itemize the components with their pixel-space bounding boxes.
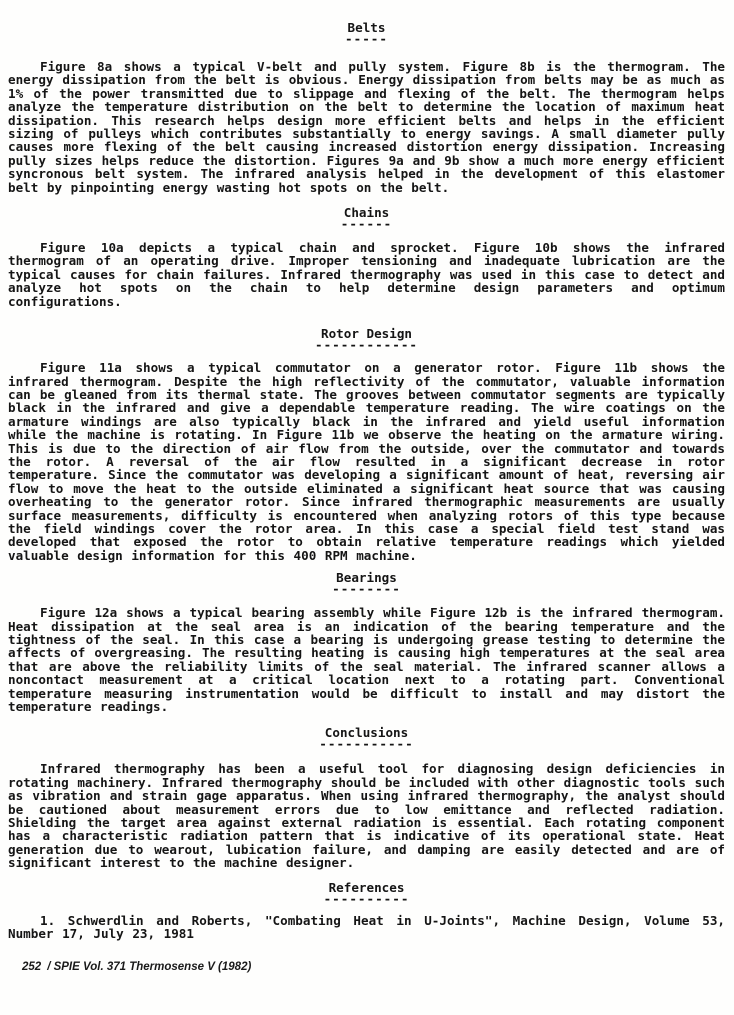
section-conclusions	[8, 726, 725, 869]
section-heading: References	[328, 879, 405, 895]
section-rotor-design	[8, 327, 725, 562]
section-belts	[8, 21, 725, 194]
footer-citation: / SPIE Vol. 371 Thermosense V (1982)	[47, 961, 252, 973]
section-heading: Chains	[343, 205, 390, 221]
heading-underline: ------	[340, 216, 393, 232]
paragraph: Figure 8a shows a typical V-belt and pully system. Figure 8b is the thermogram. The energy dissipation from the belt is obvious. Energy dissipation from belts may be as much as 1% of the power transmitted due to slippage and flexing of the belt. The thermogram helps analyze the temperature distribution on the belt to determine the location of maximum heat dissipation. This research helps design more efficient belts and helps in the efficient sizing of pulleys which contributes substantially to energy savings. A small diameter pully causes more flexing of the belt causing increased distortion energy dissipation. Increasing pully sizes helps reduce the distortion. Figures 9a and 9b show a much more energy efficient syncronous belt system. The infrared analysis helped in the development of this elastomer belt by pinpointing energy wasting hot spots on the belt.	[8, 59, 725, 195]
section-heading: Conclusions	[324, 725, 409, 741]
section-heading: Belts	[347, 20, 386, 35]
paragraph: Figure 10a depicts a typical chain and sprocket. Figure 10b shows the infrared thermogram of an operating drive. Improper tensioning and inadequate lubrication are the typical causes for chain failures. Infrared thermography was used in this case to detect and analyze hot spots on the chain to help determine design parameters and optimum configurations.	[8, 240, 725, 309]
section-chains	[8, 206, 725, 308]
section-heading: Rotor Design	[321, 326, 412, 342]
page-number: 252	[22, 961, 42, 973]
paragraph: Figure 12a shows a typical bearing assembly while Figure 12b is the infrared thermogram. Heat dissipation at the seal area is an indication of the bearing temperature and the tightness of the seal. In this case a bearing is undergoing grease testing to determine the affects of overgreasing. The resulting heating is causing high temperatures at the seal area that are above the reliability limits of the seal material. The infrared scanner allows a noncontact measurement at a critical location next to a rotating part. Conventional temperature measuring instrumentation would be difficult to install and may distort the temperature readings.	[8, 605, 725, 715]
heading-underline: -----------	[319, 736, 414, 752]
paragraph: Figure 11a shows a typical commutator on a generator rotor. Figure 11b shows the infrared thermogram. Despite the high reflectivity of the commutator, valuable information can be gleaned from its thermal state. The grooves between commutator segments are typically black in the infrared and give a dependable temperature reading. The wire coatings on the armature windings are also typically black in the infrared and yield useful information while the machine is rotating. In Figure 11b we observe the heating on the armature wiring. This is due to the direction of air flow from the outside, over the commutator and towards the rotor. A reversal of the air flow resulted in a significant decrease in rotor temperature. Since the commutator was developing a significant amount of heat, reversing air flow to move the heat to the outside eliminated a significant heat source that was causing overheating to the generator rotor. Since infrared thermographic measurements are usually surface measurements, difficulty is encountered when analyzing rotors of this type because the field windings cover the rotor area. In this case a special field test stand was developed that exposed the rotor to obtain relative temperature readings which yielded valuable design information for this 400 RPM machine.	[8, 360, 725, 563]
paragraph: Infrared thermography has been a useful tool for diagnosing design deficiencies in rotating machinery. Infrared thermography should be included with other diagnostic tools such as vibration and strain gage apparatus. When using infrared thermography, the analyst should be cautioned about measurement errors due to low emittance and reflected radiation. Shielding the target area against external radiation is essential. Each rotating component has a characteristic radiation pattern that is indicative of its operational state. Heat generation due to wearout, lubication failure, and damping are easily detected and are of significant interest to the machine designer.	[8, 761, 725, 871]
section-heading: Bearings	[336, 570, 397, 586]
heading-underline: -----	[345, 31, 388, 46]
section-references	[8, 881, 725, 941]
heading-underline: --------	[332, 581, 401, 597]
section-bearings	[8, 571, 725, 713]
page-footer	[22, 961, 251, 974]
heading-underline: ----------	[323, 890, 410, 906]
reference-entry: 1. Schwerdlin and Roberts, "Combating Heat in U-Joints", Machine Design, Volume 53, Number 17, July 23, 1981	[8, 912, 725, 942]
heading-underline: ------------	[315, 337, 418, 353]
